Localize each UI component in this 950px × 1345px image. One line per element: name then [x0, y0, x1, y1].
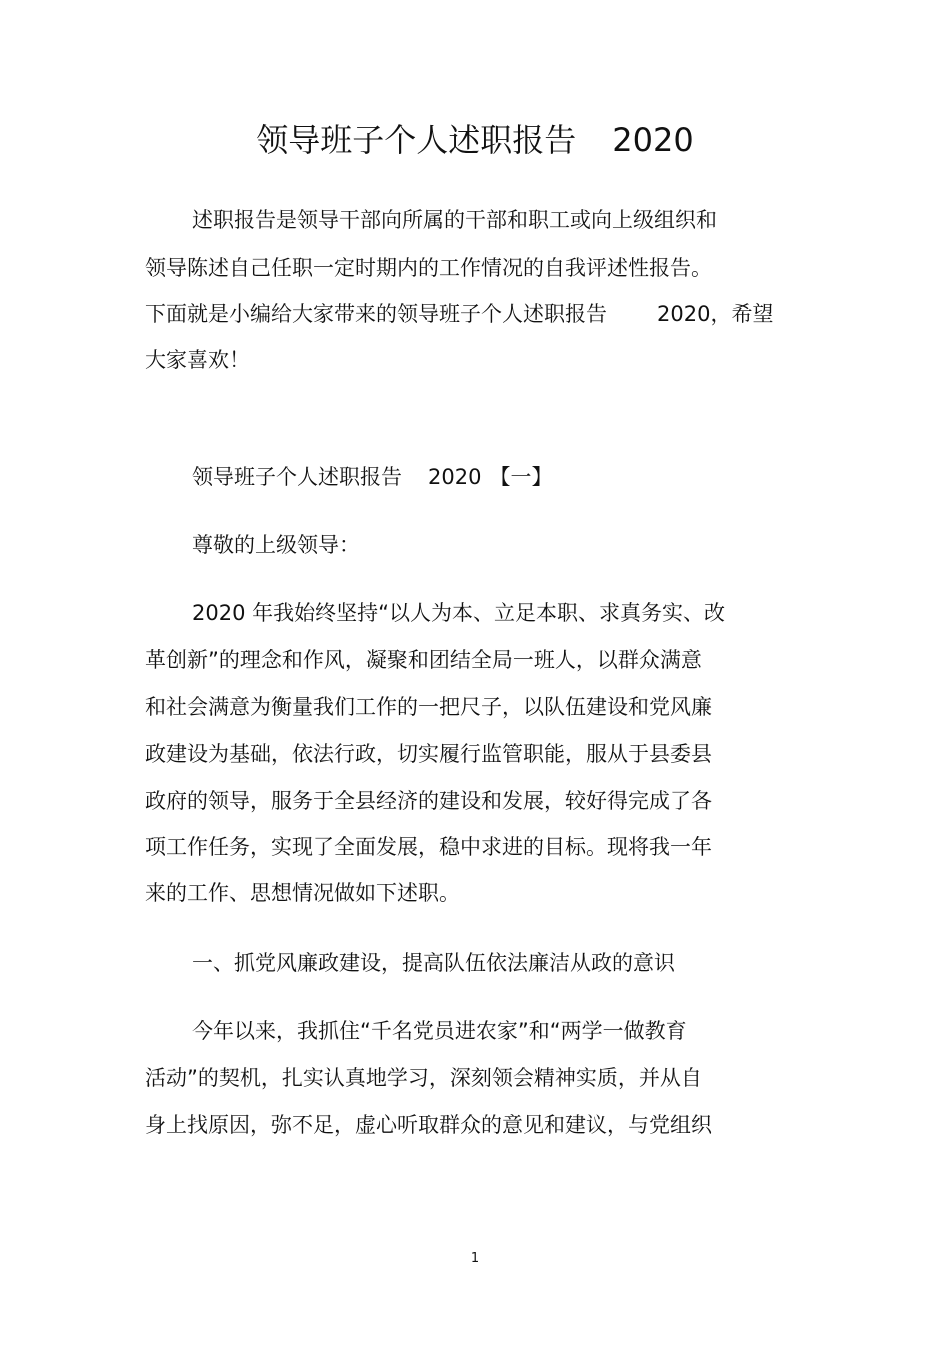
paragraph1-line-4: 政建设为基础，依法行政，切实履行监管职能，服从于县委县: [145, 742, 712, 766]
intro-line-1: 述职报告是领导干部向所属的干部和职工或向上级组织和: [192, 208, 717, 232]
paragraph1-line-6: 项工作任务，实现了全面发展，稳中求进的目标。现将我一年: [145, 835, 712, 859]
intro-line-3-text: 下面就是小编给大家带来的领导班子个人述职报告: [145, 302, 607, 326]
paragraph1-line-7: 来的工作、思想情况做如下述职。: [145, 881, 460, 905]
section-heading: [192, 462, 552, 492]
paragraph2-line-2: 活动”的契机，扎实认真地学习，深刻领会精神实质，并从自: [145, 1066, 702, 1090]
section-heading-year: 2020: [428, 465, 482, 489]
section-heading-text: 领导班子个人述职报告: [192, 465, 402, 489]
page-number: 1: [470, 1251, 480, 1266]
paragraph1-line-3: 和社会满意为衡量我们工作的一把尺子，以队伍建设和党风廉: [145, 695, 712, 719]
heading1: 一、抓党风廉政建设，提高队伍依法廉洁从政的意识: [192, 951, 675, 975]
paragraph1-line-5: 政府的领导，服务于全县经济的建设和发展，较好得完成了各: [145, 789, 712, 813]
title-text: 领导班子个人述职报告: [256, 121, 577, 159]
paragraph1-line-2: 革创新”的理念和作风，凝聚和团结全局一班人，以群众满意: [145, 648, 702, 672]
section-heading-suffix: 【一】: [489, 465, 553, 489]
intro-line-2: 领导陈述自己任职一定时期内的工作情况的自我评述性报告。: [145, 256, 712, 280]
intro-line-3-year: 2020，希望: [657, 302, 774, 326]
paragraph2-line-1: 今年以来，我抓住“千名党员进农家”和“两学一做教育: [192, 1019, 687, 1043]
intro-line-4: 大家喜欢！: [145, 348, 250, 372]
paragraph1-line-1: 2020 年我始终坚持“以人为本、立足本职、求真务实、改: [192, 601, 725, 625]
paragraph2-line-3: 身上找原因，弥不足，虚心听取群众的意见和建议，与党组织: [145, 1113, 712, 1137]
document-title: [0, 118, 950, 162]
title-year: 2020: [612, 121, 694, 159]
salutation: 尊敬的上级领导：: [192, 533, 360, 557]
intro-line-3: [145, 299, 773, 329]
